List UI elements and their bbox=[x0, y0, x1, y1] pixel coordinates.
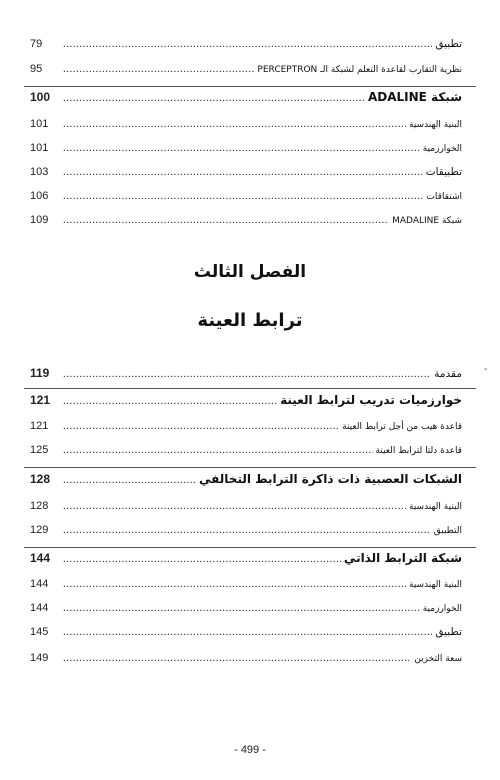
margin-mark: - bbox=[484, 364, 488, 375]
toc-leader-dots bbox=[63, 578, 406, 590]
toc-page-number: 79 bbox=[30, 38, 43, 50]
toc-entry bbox=[30, 214, 462, 226]
toc-leader-dots bbox=[63, 118, 406, 130]
toc-leader-dots bbox=[63, 214, 389, 226]
chapter-title: ترابط العينة bbox=[197, 310, 303, 331]
toc-entry bbox=[30, 652, 462, 664]
toc-page-number: 145 bbox=[30, 626, 49, 638]
toc-entry bbox=[30, 366, 462, 380]
toc-entry bbox=[30, 626, 462, 638]
toc-divider bbox=[24, 467, 476, 468]
toc-entry-title: التطبيق bbox=[433, 526, 462, 536]
toc-entry-title: الخوارزمية bbox=[422, 144, 462, 154]
toc-leader-dots bbox=[63, 368, 431, 380]
toc-page-number: 101 bbox=[30, 118, 49, 130]
toc-entry-title: شبكة ADALINE bbox=[367, 90, 462, 104]
toc-page-number: 129 bbox=[30, 524, 49, 536]
toc-page-number: 149 bbox=[30, 652, 49, 664]
toc-page-number: 121 bbox=[30, 393, 51, 407]
toc-page-number: 128 bbox=[30, 472, 51, 486]
toc-leader-dots bbox=[63, 553, 341, 565]
toc-page-number: 144 bbox=[30, 602, 49, 614]
toc-page-number: 121 bbox=[30, 420, 49, 432]
toc-leader-dots bbox=[63, 38, 432, 50]
toc-entry-title: تطبيق bbox=[435, 626, 462, 638]
toc-divider bbox=[24, 547, 476, 548]
toc-page-number: 101 bbox=[30, 142, 49, 154]
toc-entry-title: مقدمة bbox=[434, 368, 462, 380]
toc-entry-title: اشتقاقات bbox=[426, 192, 462, 202]
toc-entry bbox=[30, 578, 462, 590]
toc-leader-dots bbox=[63, 626, 432, 638]
toc-page-number: 144 bbox=[30, 578, 49, 590]
toc-leader-dots bbox=[63, 524, 431, 536]
toc-entry-title: الخوارزمية bbox=[422, 604, 462, 614]
toc-entry-title: خوارزميات تدريب لترابط العينة bbox=[280, 393, 462, 407]
toc-leader-dots bbox=[63, 142, 420, 154]
toc-entry bbox=[30, 393, 462, 407]
toc-entry bbox=[30, 190, 462, 202]
toc-leader-dots bbox=[63, 190, 423, 202]
toc-entry-title: شبكة MADALINE bbox=[392, 216, 462, 226]
toc-entry bbox=[30, 166, 462, 178]
toc-entry bbox=[30, 472, 462, 486]
toc-leader-dots bbox=[63, 166, 423, 178]
toc-page-number: 100 bbox=[30, 90, 51, 104]
toc-leader-dots bbox=[63, 395, 277, 407]
toc-entry bbox=[30, 602, 462, 614]
toc-entry bbox=[30, 90, 462, 104]
toc-entry-title: قاعدة دلتا لترابط العينة bbox=[375, 446, 462, 456]
toc-entry-title: تطبيقات bbox=[425, 166, 462, 178]
toc-entry-title: قاعدة هيب من أجل ترابط العينة bbox=[342, 422, 462, 432]
toc-leader-dots bbox=[63, 474, 196, 486]
toc-entry-title: الشبكات العصبية ذات ذاكرة الترابط التخالفي bbox=[199, 472, 462, 486]
toc-page-number: 95 bbox=[30, 63, 43, 75]
page-number: - 499 - bbox=[234, 744, 266, 756]
chapter-label: الفصل الثالث bbox=[193, 262, 307, 282]
toc-page-number: 125 bbox=[30, 444, 49, 456]
toc-entry-title: تطبيق bbox=[435, 38, 462, 50]
toc-leader-dots bbox=[63, 652, 411, 664]
toc-entry bbox=[30, 142, 462, 154]
toc-entry bbox=[30, 444, 462, 456]
toc-entry bbox=[30, 500, 462, 512]
toc-entry-title: نظرية التقارب لقاعدة التعلم لشبكة الـ PERCEPTRON bbox=[257, 65, 462, 75]
toc-entry bbox=[30, 551, 462, 565]
toc-entry-title: البنية الهندسية bbox=[409, 120, 462, 130]
toc-leader-dots bbox=[63, 420, 339, 432]
toc-entry-title: البنية الهندسية bbox=[409, 580, 462, 590]
toc-divider bbox=[24, 86, 476, 87]
toc-leader-dots bbox=[63, 602, 420, 614]
toc-entry-title: شبكة الترابط الذاتي bbox=[343, 551, 462, 565]
toc-leader-dots bbox=[63, 500, 406, 512]
toc-entry-title: البنية الهندسية bbox=[409, 502, 462, 512]
toc-page-number: 119 bbox=[30, 366, 50, 380]
toc-entry bbox=[30, 524, 462, 536]
toc-divider bbox=[24, 388, 476, 389]
toc-leader-dots bbox=[63, 63, 254, 75]
toc-page-number: 109 bbox=[30, 214, 49, 226]
toc-entry-title: سعة التخزين bbox=[414, 654, 462, 664]
toc-entry bbox=[30, 420, 462, 432]
toc-entry bbox=[30, 38, 462, 50]
toc-leader-dots bbox=[63, 444, 373, 456]
toc-entry bbox=[30, 63, 462, 75]
toc-page-number: 106 bbox=[30, 190, 49, 202]
toc-leader-dots bbox=[63, 92, 365, 104]
toc-page-number: 128 bbox=[30, 500, 49, 512]
toc-page-number: 103 bbox=[30, 166, 49, 178]
toc-page-number: 144 bbox=[30, 551, 51, 565]
toc-entry bbox=[30, 118, 462, 130]
